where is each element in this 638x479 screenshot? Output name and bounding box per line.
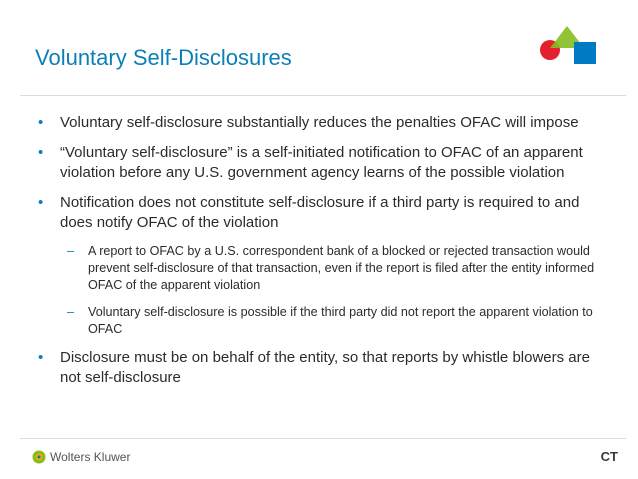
bullet-text: Voluntary self-disclosure substantially reduces the penalties OFAC will impose xyxy=(60,114,579,131)
sub-bullet-text: Voluntary self-disclosure is possible if the third party did not report the apparent violation to OFAC xyxy=(88,305,593,336)
blue-square-shape xyxy=(574,42,596,64)
bullet-text: “Voluntary self-disclosure” is a self-initiated notification to OFAC of an apparent violation before any U.S. government agency learns of the possible violation xyxy=(60,144,583,181)
sub-bullet-marker: – xyxy=(67,244,75,258)
bullet-marker: • xyxy=(38,114,44,131)
bullet-item xyxy=(38,143,598,183)
bullet-text: Notification does not constitute self-disclosure if a third party is required to and does notify OFAC of the violation xyxy=(60,194,580,231)
bullet-item xyxy=(38,348,598,388)
wolters-kluwer-shapes-icon xyxy=(536,22,616,70)
wolters-kluwer-mark-icon xyxy=(32,450,46,464)
sub-bullet-item xyxy=(38,304,598,338)
sub-bullet-item xyxy=(38,243,598,294)
slide-title: Voluntary Self-Disclosures xyxy=(35,45,292,70)
footer-tag: CT xyxy=(600,449,618,464)
bullet-marker: • xyxy=(38,194,44,211)
sub-bullet-text: A report to OFAC by a U.S. correspondent bank of a blocked or rejected transaction would prevent self-disclosure of that transaction, even if the report is filed after the entity informed OFAC of the apparent violation xyxy=(88,244,595,292)
footer-logo xyxy=(32,450,130,464)
footer-divider xyxy=(20,438,626,439)
bullet-marker: • xyxy=(38,144,44,161)
bullet-list xyxy=(38,113,598,398)
bullet-text: Disclosure must be on behalf of the entity, so that reports by whistle blowers are not self-disclosure xyxy=(60,349,590,386)
sub-bullet-marker: – xyxy=(67,305,75,319)
bullet-item xyxy=(38,113,598,133)
title-divider xyxy=(20,95,626,96)
footer-brand-text: Wolters Kluwer xyxy=(50,450,131,464)
bullet-marker: • xyxy=(38,349,44,366)
bullet-item xyxy=(38,193,598,233)
